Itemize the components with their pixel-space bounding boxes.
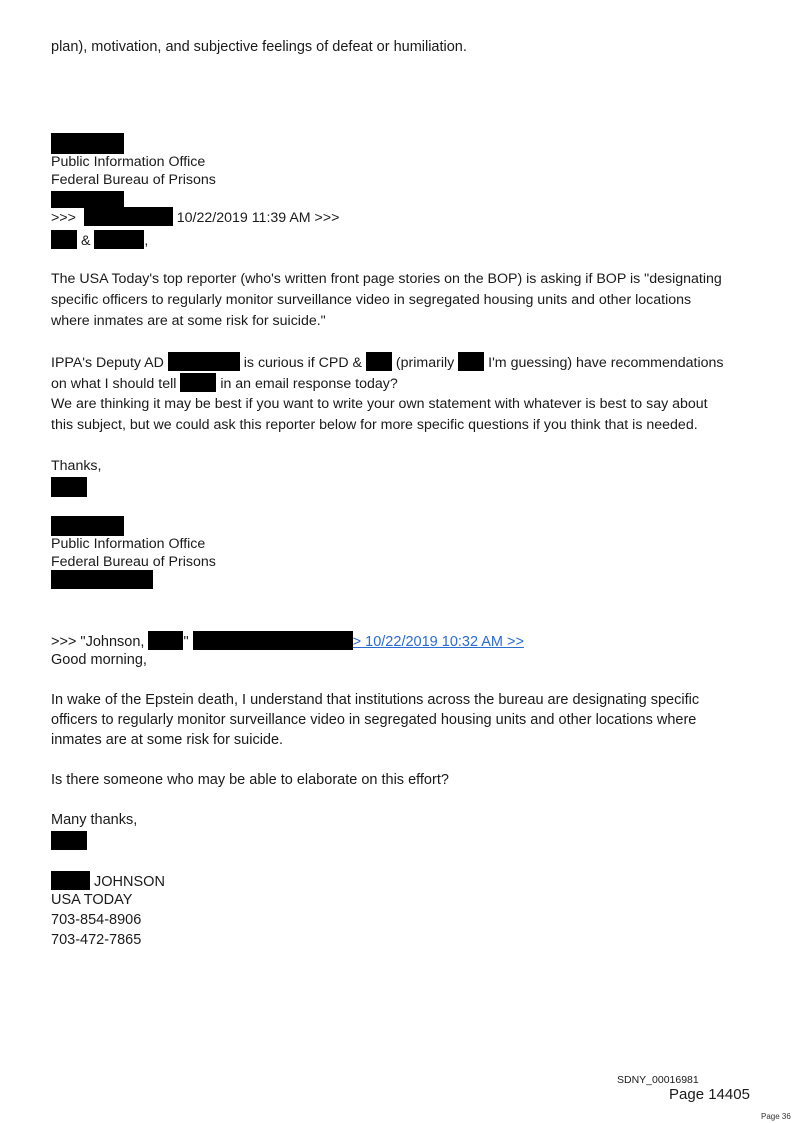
bates-number: SDNY_00016981	[617, 1074, 699, 1086]
signature-surname: JOHNSON	[94, 874, 165, 890]
redaction-box	[51, 570, 153, 589]
redaction-box	[51, 871, 90, 890]
signature-office: Public Information Office	[51, 154, 206, 170]
para3-line1: In wake of the Epstein death, I understand that institutions across the bureau are designating specific	[51, 692, 700, 708]
redaction-box	[193, 631, 353, 650]
forward-header	[51, 207, 339, 229]
redaction-box	[94, 230, 144, 249]
header-prefix: >>> "Johnson,	[51, 634, 145, 650]
recipients-line	[51, 230, 148, 252]
signature-office: Public Information Office	[51, 536, 206, 552]
redaction-box	[51, 230, 77, 249]
page-number-small: Page 36	[761, 1112, 791, 1121]
redaction-box	[366, 352, 392, 371]
greeting: Good morning,	[51, 652, 147, 668]
signature-name	[51, 871, 165, 891]
para2-line4: this subject, but we could ask this reporter below for more specific questions if you think that is needed.	[51, 417, 698, 433]
signature-org: USA TODAY	[51, 892, 133, 908]
para2-line2: on what I should tell in an email response today?	[51, 373, 398, 395]
phone-1: 703-854-8906	[51, 912, 142, 928]
redaction-box	[180, 373, 216, 392]
question: Is there someone who may be able to elaborate on this effort?	[51, 772, 449, 788]
redaction-box	[51, 831, 87, 850]
redaction-box	[84, 207, 173, 226]
para2-line1: IPPA's Deputy AD is curious if CPD & (primarily I'm guessing) have recommendations	[51, 352, 724, 374]
redaction-box	[458, 352, 484, 371]
comma: ,	[144, 233, 149, 249]
redaction-box	[51, 477, 87, 497]
ampersand: &	[80, 233, 91, 249]
email-timestamp-link[interactable]: > 10/22/2019 10:32 AM >>	[352, 634, 524, 650]
redaction-box	[51, 516, 124, 536]
page-number: Page 14405	[669, 1086, 750, 1103]
top-line: plan), motivation, and subjective feelings of defeat or humiliation.	[51, 39, 467, 55]
para2-line3: We are thinking it may be best if you want to write your own statement with whatever is best to say about	[51, 396, 708, 412]
thanks: Thanks,	[51, 458, 102, 474]
header-prefix: >>>	[51, 210, 76, 226]
many-thanks: Many thanks,	[51, 812, 138, 828]
redaction-box	[51, 133, 124, 154]
para3-line2: officers to regularly monitor surveillance video in segregated housing units and other locations where	[51, 712, 697, 728]
signature-bureau: Federal Bureau of Prisons	[51, 172, 216, 188]
redaction-box	[148, 631, 183, 650]
redaction-box	[51, 191, 124, 208]
quote-mark: "	[183, 634, 189, 650]
para1-line2: specific officers to regularly monitor surveillance video in segregated housing units and other locations	[51, 292, 692, 308]
para3-line3: inmates are at some risk for suicide.	[51, 732, 284, 748]
phone-2: 703-472-7865	[51, 932, 142, 948]
para1-line1: The USA Today's top reporter (who's written front page stories on the BOP) is asking if BOP is "designating	[51, 271, 722, 287]
header-timestamp: 10/22/2019 11:39 AM >>>	[176, 210, 340, 226]
reply-header	[51, 631, 524, 651]
signature-bureau: Federal Bureau of Prisons	[51, 554, 216, 570]
redaction-box	[168, 352, 240, 371]
para1-line3: where inmates are at some risk for suicide."	[51, 313, 326, 329]
